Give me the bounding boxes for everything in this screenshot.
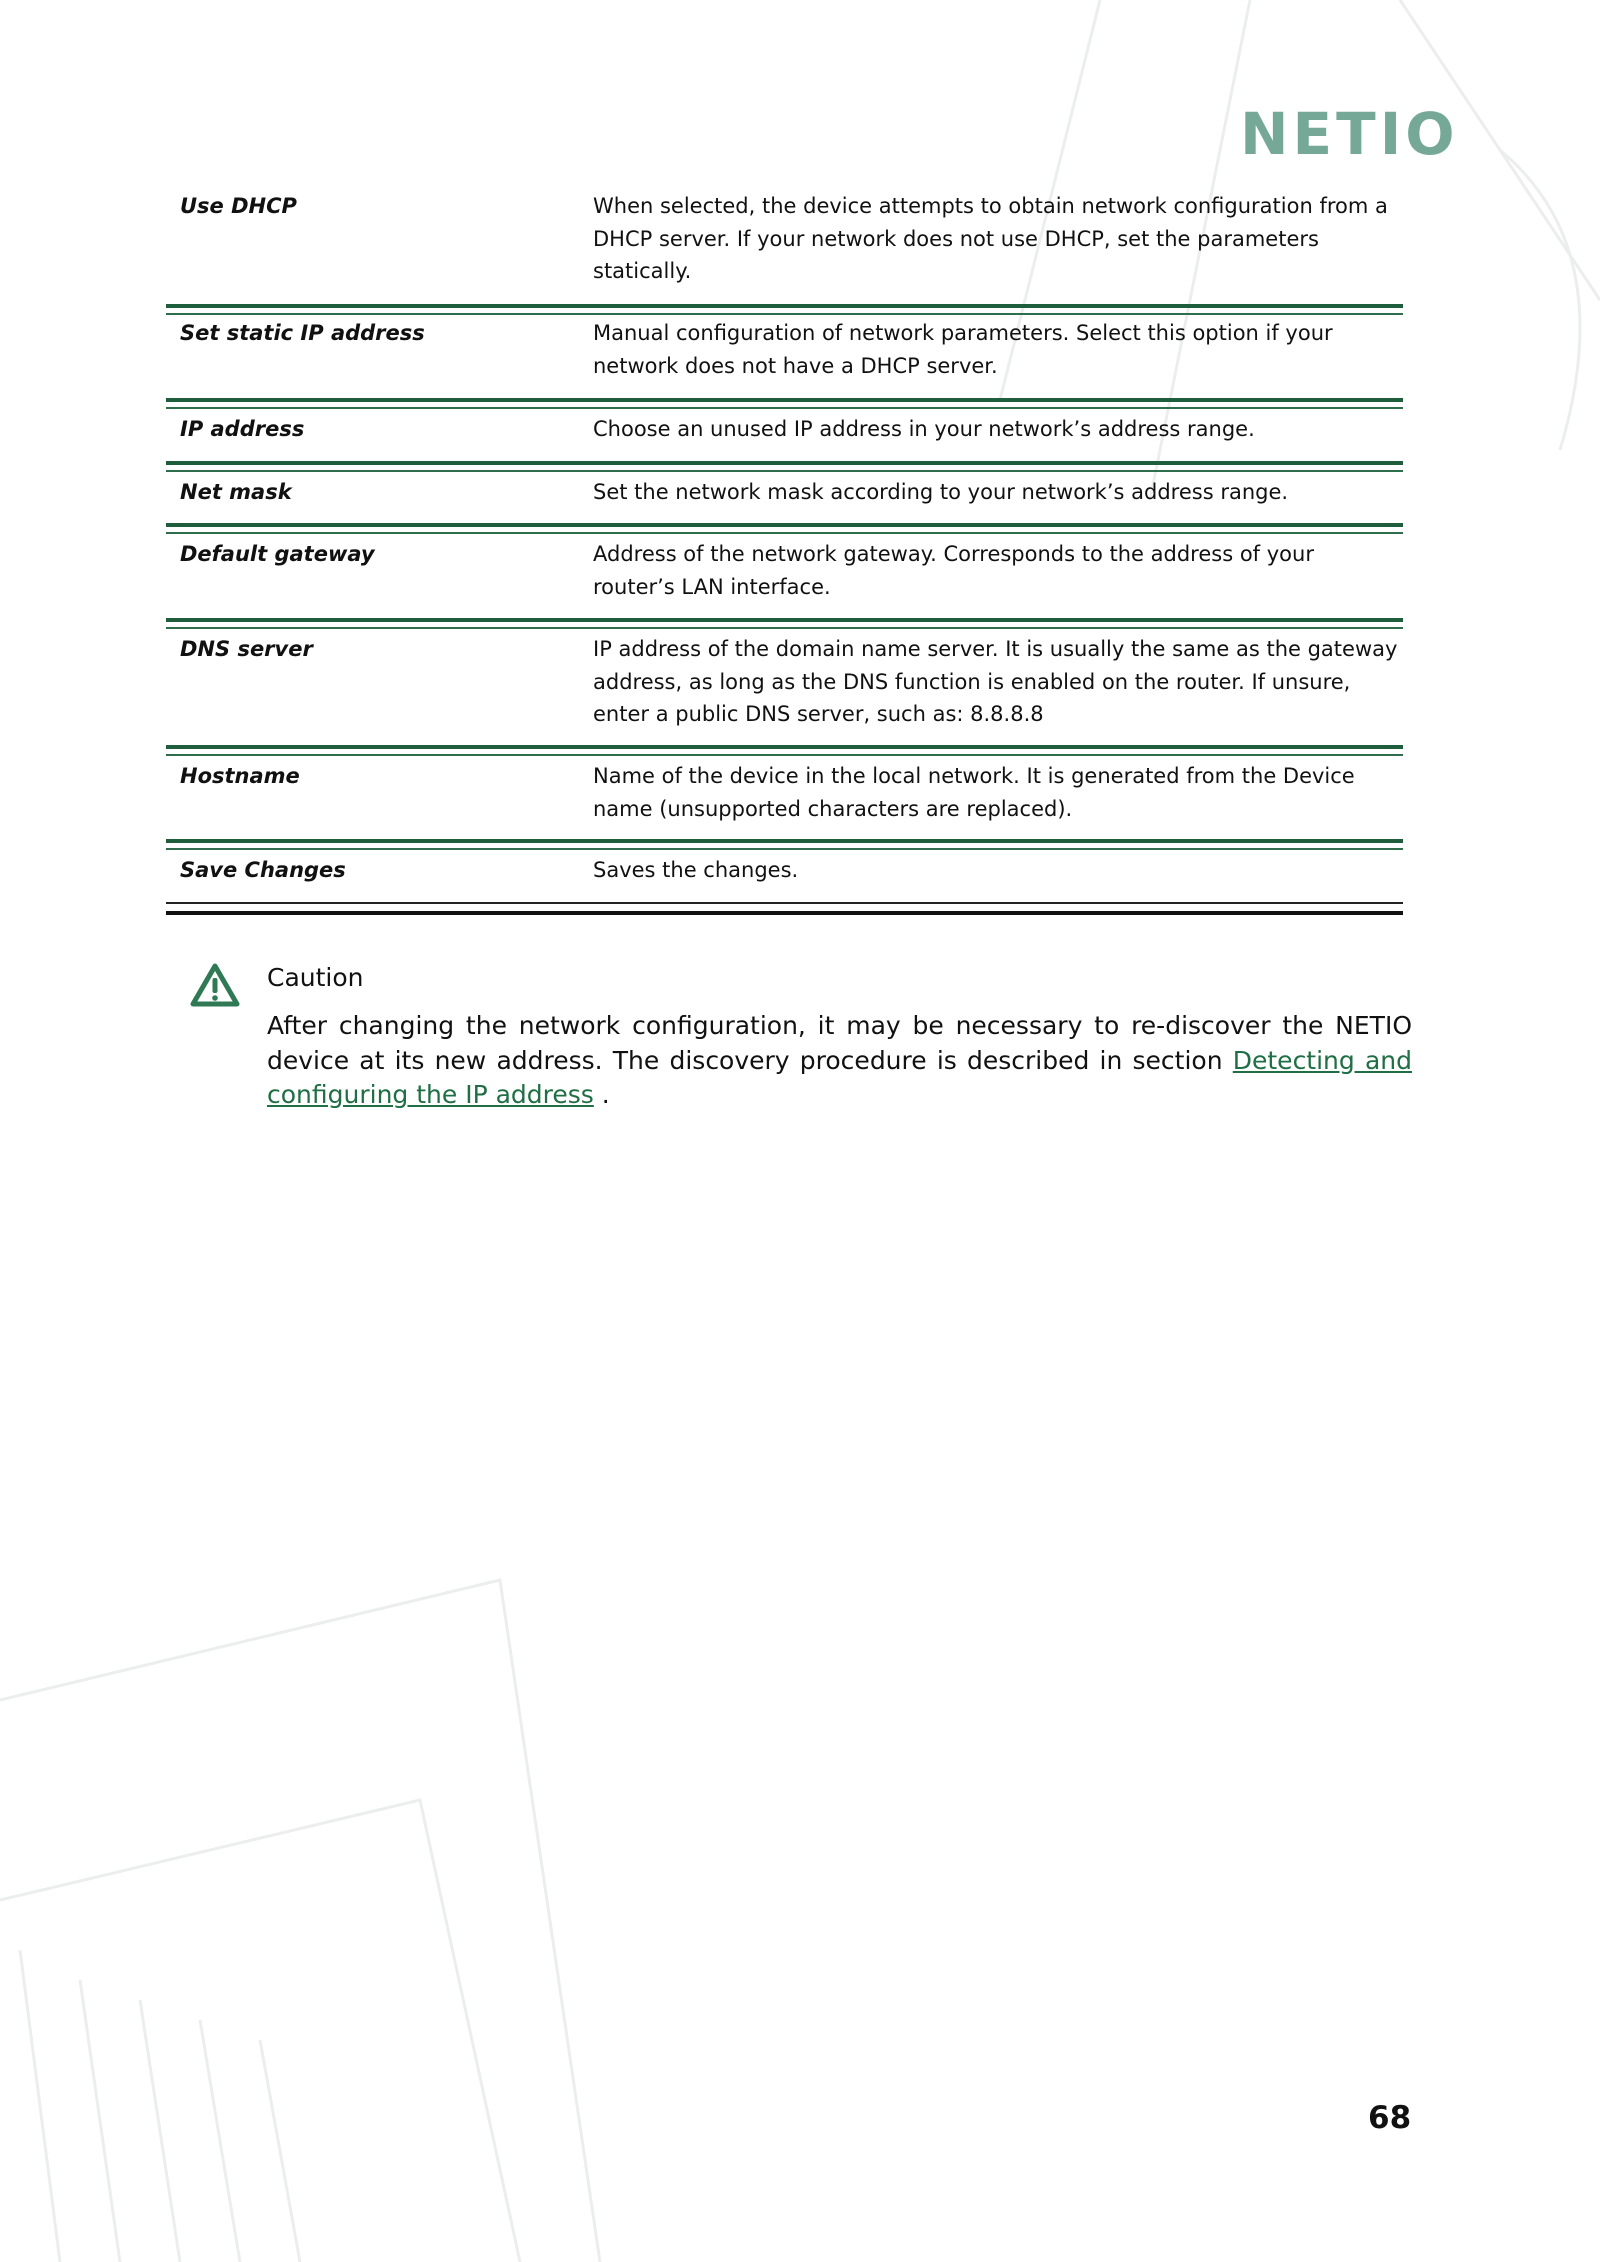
- netio-logo: NETIO: [1240, 100, 1459, 168]
- row-divider: [166, 398, 1403, 412]
- caution-title: Caution: [267, 963, 364, 992]
- row-label: Net mask: [180, 480, 292, 504]
- caution-text-part: After changing the network configuration, it may be necessary to re-discover the NETIO device at its new address. The discovery procedure is described in section: [267, 1011, 1412, 1075]
- row-label: Set static IP address: [180, 321, 425, 345]
- detecting-ip-address-link[interactable]: Detecting and configuring the IP address: [267, 1045, 1412, 1109]
- caution-text: [267, 1009, 1412, 1113]
- row-label: Use DHCP: [180, 194, 297, 218]
- row-divider: [166, 461, 1403, 475]
- row-description: IP address of the domain name server. It is usually the same as the gateway address, as long as the DNS function is enabled on the router. If unsure, enter a public DNS server, such as: 8.8.8.8: [593, 637, 1398, 726]
- row-label: Default gateway: [180, 542, 375, 566]
- row-description: Name of the device in the local network. It is generated from the Device name (unsupported characters are replaced).: [593, 764, 1355, 821]
- row-label: Hostname: [180, 764, 300, 788]
- row-label: IP address: [180, 417, 305, 441]
- row-description: Set the network mask according to your network’s address range.: [593, 480, 1289, 504]
- row-divider: [166, 839, 1403, 853]
- row-description: Saves the changes.: [593, 858, 799, 882]
- row-description: Manual configuration of network parameters. Select this option if your network does not have a DHCP server.: [593, 321, 1333, 378]
- row-description: When selected, the device attempts to obtain network configuration from a DHCP server. If your network does not use DHCP, set the parameters statically.: [593, 194, 1388, 283]
- row-divider: [166, 745, 1403, 759]
- row-label: Save Changes: [180, 858, 346, 882]
- row-description: Address of the network gateway. Corresponds to the address of your router’s LAN interface.: [593, 542, 1314, 599]
- row-divider: [166, 304, 1403, 318]
- row-divider: [166, 523, 1403, 537]
- page-number: 68: [1368, 2100, 1412, 2136]
- row-label: DNS server: [180, 637, 313, 661]
- row-description: Choose an unused IP address in your network’s address range.: [593, 417, 1255, 441]
- row-divider: [166, 618, 1403, 632]
- warning-triangle-icon: [190, 962, 240, 1008]
- caution-text-part: .: [593, 1080, 610, 1109]
